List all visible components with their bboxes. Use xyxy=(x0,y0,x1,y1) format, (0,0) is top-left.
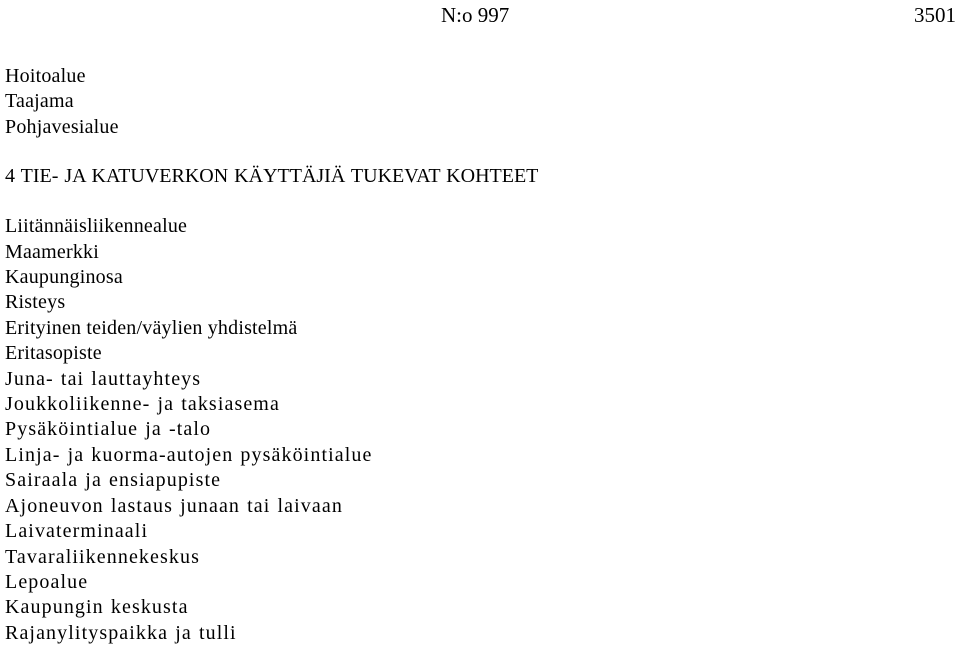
page-header xyxy=(0,0,960,30)
list-item: Eritasopiste xyxy=(5,342,102,365)
list-item: Juna- tai lauttayhteys xyxy=(5,367,202,390)
list-item: Pysäköintialue ja -talo xyxy=(5,418,212,441)
list-item: Joukkoliikenne- ja taksiasema xyxy=(5,393,280,416)
document-body xyxy=(5,64,945,646)
list-item: Kaupunginosa xyxy=(5,266,123,289)
list-item: Hoitoalue xyxy=(5,65,86,87)
list-item: Pohjavesialue xyxy=(5,115,119,138)
list-item: Laivaterminaali xyxy=(5,520,149,543)
list-item: Rajanylityspaikka ja tulli xyxy=(5,621,237,644)
list-item: Ajoneuvon lastaus junaan tai laivaan xyxy=(5,494,343,517)
list-item: Maamerkki xyxy=(5,240,99,263)
list-item: Risteys xyxy=(5,291,66,314)
list-item: Linja- ja kuorma-autojen pysäköintialue xyxy=(5,443,373,466)
list-item: Tavaraliikennekeskus xyxy=(5,545,200,568)
list-item: Liitännäisliikennealue xyxy=(5,215,188,238)
list-item: Kaupungin keskusta xyxy=(5,596,189,619)
list-item: Lepoalue xyxy=(5,570,89,593)
issue-number: N:o 997 xyxy=(441,3,510,27)
section-heading: 4 TIE- JA KATUVERKON KÄYTTÄJIÄ TUKEVAT KOHTEET xyxy=(5,165,539,188)
list-item: Erityinen teiden/väylien yhdistelmä xyxy=(5,316,298,339)
section-item-list xyxy=(5,214,945,646)
intro-list xyxy=(5,64,945,140)
list-item: Sairaala ja ensiapupiste xyxy=(5,469,222,492)
list-item: Taajama xyxy=(5,90,74,113)
page-number: 3501 xyxy=(914,3,956,27)
